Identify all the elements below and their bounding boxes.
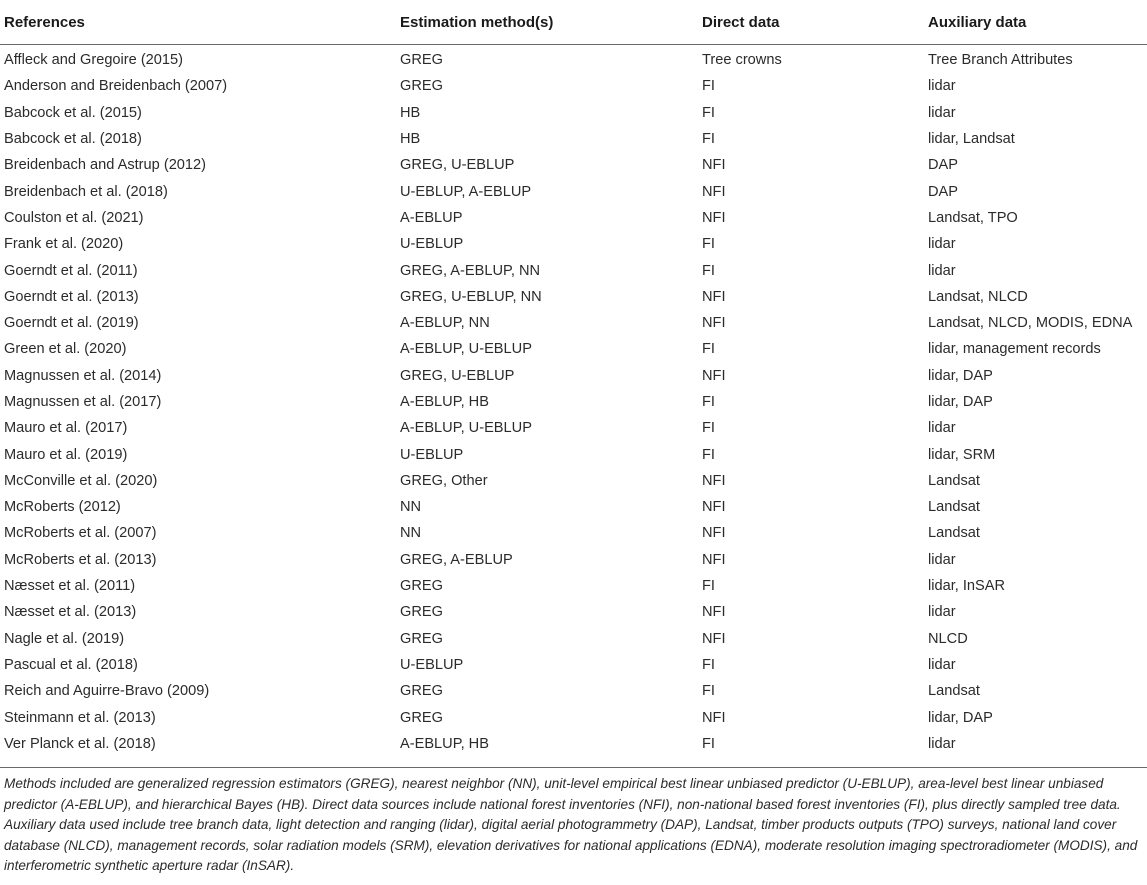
auxiliary-data-cell: lidar <box>928 735 956 752</box>
auxiliary-data-cell: Tree Branch Attributes <box>928 52 1073 69</box>
direct-data-cell: FI <box>702 78 715 95</box>
table-row <box>0 257 1147 283</box>
auxiliary-data-cell: Landsat <box>928 683 980 700</box>
reference-cell: Næsset et al. (2011) <box>4 578 136 595</box>
table-row <box>0 45 1147 74</box>
auxiliary-data-cell: DAP <box>928 157 959 174</box>
reference-cell: McRoberts et al. (2013) <box>4 551 157 568</box>
direct-data-cell: NFI <box>702 315 726 332</box>
estimation-method-cell: GREG <box>400 52 443 69</box>
auxiliary-data-cell: Landsat <box>928 525 980 542</box>
table-row <box>0 336 1147 362</box>
reference-cell: Breidenbach and Astrup (2012) <box>4 157 207 174</box>
table-row <box>0 547 1147 573</box>
auxiliary-data-cell: lidar, Landsat <box>928 131 1015 148</box>
estimation-method-cell: U-EBLUP, A-EBLUP <box>400 183 532 200</box>
direct-data-cell: NFI <box>702 551 726 568</box>
table-row <box>0 494 1147 520</box>
reference-cell: Coulston et al. (2021) <box>4 209 144 226</box>
reference-cell: Reich and Aguirre-Bravo (2009) <box>4 683 210 700</box>
reference-cell: Goerndt et al. (2011) <box>4 262 138 279</box>
estimation-method-cell: GREG <box>400 709 443 726</box>
table-row <box>0 389 1147 415</box>
reference-cell: Næsset et al. (2013) <box>4 604 137 621</box>
table-row <box>0 441 1147 467</box>
reference-cell: Anderson and Breidenbach (2007) <box>4 78 228 95</box>
table-row <box>0 363 1147 389</box>
header-direct-data: Direct data <box>698 0 924 45</box>
direct-data-cell: NFI <box>702 630 726 647</box>
direct-data-cell: FI <box>702 578 715 595</box>
table-row <box>0 731 1147 761</box>
reference-cell: Goerndt et al. (2013) <box>4 288 139 305</box>
table-row <box>0 178 1147 204</box>
table-row <box>0 126 1147 152</box>
estimation-method-cell: NN <box>400 499 422 516</box>
estimation-method-cell: GREG <box>400 604 443 621</box>
table-body <box>0 45 1147 762</box>
table-row <box>0 468 1147 494</box>
reference-cell: Mauro et al. (2017) <box>4 420 128 437</box>
estimation-method-cell: GREG, U-EBLUP <box>400 367 515 384</box>
auxiliary-data-cell: lidar, DAP <box>928 709 993 726</box>
direct-data-cell: FI <box>702 446 715 463</box>
auxiliary-data-cell: Landsat <box>928 472 980 489</box>
reference-cell: Affleck and Gregoire (2015) <box>4 52 184 69</box>
direct-data-cell: NFI <box>702 499 726 516</box>
auxiliary-data-cell: lidar <box>928 551 956 568</box>
estimation-method-cell: A-EBLUP, HB <box>400 394 489 410</box>
direct-data-cell: FI <box>702 236 715 253</box>
reference-cell: McRoberts (2012) <box>4 499 121 516</box>
estimation-method-cell: U-EBLUP <box>400 446 464 463</box>
auxiliary-data-cell: lidar <box>928 104 956 121</box>
reference-cell: Breidenbach et al. (2018) <box>4 183 168 200</box>
table-row <box>0 678 1147 704</box>
estimation-method-cell: GREG <box>400 78 443 95</box>
auxiliary-data-cell: Landsat, NLCD, MODIS, EDNA <box>928 315 1133 332</box>
estimation-method-cell: GREG, Other <box>400 472 488 489</box>
auxiliary-data-cell: Landsat <box>928 499 980 516</box>
estimation-method-cell: A-EBLUP, U-EBLUP <box>400 420 532 437</box>
reference-cell: Babcock et al. (2015) <box>4 104 142 121</box>
direct-data-cell: NFI <box>702 209 726 226</box>
direct-data-cell: NFI <box>702 288 726 305</box>
direct-data-cell: NFI <box>702 157 726 174</box>
direct-data-cell: FI <box>702 394 715 410</box>
direct-data-cell: FI <box>702 131 715 148</box>
direct-data-cell: FI <box>702 683 715 700</box>
estimation-method-cell: GREG, U-EBLUP, NN <box>400 288 542 305</box>
table-row <box>0 415 1147 441</box>
reference-cell: Magnussen et al. (2014) <box>4 367 162 384</box>
auxiliary-data-cell: lidar <box>928 262 956 279</box>
direct-data-cell: FI <box>702 104 715 121</box>
table-row <box>0 310 1147 336</box>
direct-data-cell: Tree crowns <box>702 52 782 69</box>
header-auxiliary-data: Auxiliary data <box>924 0 1147 45</box>
estimation-method-cell: GREG, A-EBLUP <box>400 551 513 568</box>
estimation-method-cell: A-EBLUP, HB <box>400 735 489 752</box>
reference-cell: McConville et al. (2020) <box>4 472 158 489</box>
estimation-method-cell: U-EBLUP <box>400 236 464 253</box>
auxiliary-data-cell: lidar <box>928 656 956 673</box>
estimation-method-cell: GREG <box>400 578 443 595</box>
auxiliary-data-cell: lidar, management records <box>928 341 1101 358</box>
auxiliary-data-cell: lidar, InSAR <box>928 578 1006 595</box>
estimation-method-cell: A-EBLUP <box>400 209 463 226</box>
direct-data-cell: NFI <box>702 525 726 542</box>
table-footnote: Methods included are generalized regression estimators (GREG), nearest neighbor (NN), unit-level empirical best linear unbiased predictor (U-EBLUP), area-level best linear unbiased predictor (A-EBLUP), and hierarchical Bayes (HB). Direct data sources include national forest inventories (NFI), non-national based forest inventories (FI), plus directly sampled tree data. Auxiliary data used include tree branch data, light detection and ranging (lidar), digital aerial photogrammetry (DAP), Landsat, timber products outputs (TPO) surveys, national land cover database (NLCD), management records, solar radiation models (SRM), elevation derivatives for national applications (EDNA), moderate resolution imaging spectroradiometer (MODIS), and interferometric synthetic aperture radar (InSAR). <box>0 767 1147 877</box>
auxiliary-data-cell: NLCD <box>928 630 968 647</box>
estimation-method-cell: HB <box>400 104 421 121</box>
estimation-method-cell: GREG <box>400 683 443 700</box>
estimation-method-cell: HB <box>400 131 421 148</box>
estimation-method-cell: NN <box>400 525 422 542</box>
direct-data-cell: FI <box>702 341 715 358</box>
table-row <box>0 573 1147 599</box>
auxiliary-data-cell: DAP <box>928 183 959 200</box>
auxiliary-data-cell: lidar, DAP <box>928 394 993 410</box>
auxiliary-data-cell: lidar <box>928 420 956 437</box>
auxiliary-data-cell: lidar, DAP <box>928 367 993 384</box>
direct-data-cell: NFI <box>702 472 726 489</box>
auxiliary-data-cell: lidar <box>928 604 956 621</box>
auxiliary-data-cell: lidar <box>928 78 956 95</box>
reference-cell: Steinmann et al. (2013) <box>4 709 156 726</box>
direct-data-cell: FI <box>702 262 715 279</box>
estimation-method-cell: GREG, U-EBLUP <box>400 157 515 174</box>
direct-data-cell: FI <box>702 420 715 437</box>
table-row <box>0 231 1147 257</box>
direct-data-cell: NFI <box>702 367 726 384</box>
reference-cell: Goerndt et al. (2019) <box>4 315 139 332</box>
table-row <box>0 152 1147 178</box>
estimation-method-cell: GREG, A-EBLUP, NN <box>400 262 541 279</box>
auxiliary-data-cell: Landsat, TPO <box>928 209 1018 226</box>
table-header-row <box>0 0 1147 45</box>
auxiliary-data-cell: Landsat, NLCD <box>928 288 1028 305</box>
table-row <box>0 73 1147 99</box>
direct-data-cell: NFI <box>702 604 726 621</box>
direct-data-cell: FI <box>702 735 715 752</box>
auxiliary-data-cell: lidar <box>928 236 956 253</box>
reference-cell: Magnussen et al. (2017) <box>4 394 162 410</box>
reference-cell: Babcock et al. (2018) <box>4 131 142 148</box>
reference-cell: Nagle et al. (2019) <box>4 630 125 647</box>
header-references: References <box>0 0 396 45</box>
estimation-method-cell: A-EBLUP, NN <box>400 315 490 332</box>
table-row <box>0 599 1147 625</box>
table-row <box>0 704 1147 730</box>
reference-cell: Ver Planck et al. (2018) <box>4 735 156 752</box>
reference-cell: McRoberts et al. (2007) <box>4 525 157 542</box>
table-row <box>0 205 1147 231</box>
direct-data-cell: NFI <box>702 709 726 726</box>
estimation-method-cell: U-EBLUP <box>400 656 464 673</box>
reference-cell: Pascual et al. (2018) <box>4 656 138 673</box>
table-row <box>0 284 1147 310</box>
direct-data-cell: FI <box>702 656 715 673</box>
reference-cell: Green et al. (2020) <box>4 341 127 358</box>
estimation-method-cell: GREG <box>400 630 443 647</box>
auxiliary-data-cell: lidar, SRM <box>928 446 996 463</box>
reference-cell: Frank et al. (2020) <box>4 236 124 253</box>
header-estimation-methods: Estimation method(s) <box>396 0 698 45</box>
table-row <box>0 100 1147 126</box>
estimation-method-cell: A-EBLUP, U-EBLUP <box>400 341 532 358</box>
table-row <box>0 520 1147 546</box>
direct-data-cell: NFI <box>702 183 726 200</box>
table-row <box>0 652 1147 678</box>
table-row <box>0 626 1147 652</box>
reference-cell: Mauro et al. (2019) <box>4 446 128 463</box>
